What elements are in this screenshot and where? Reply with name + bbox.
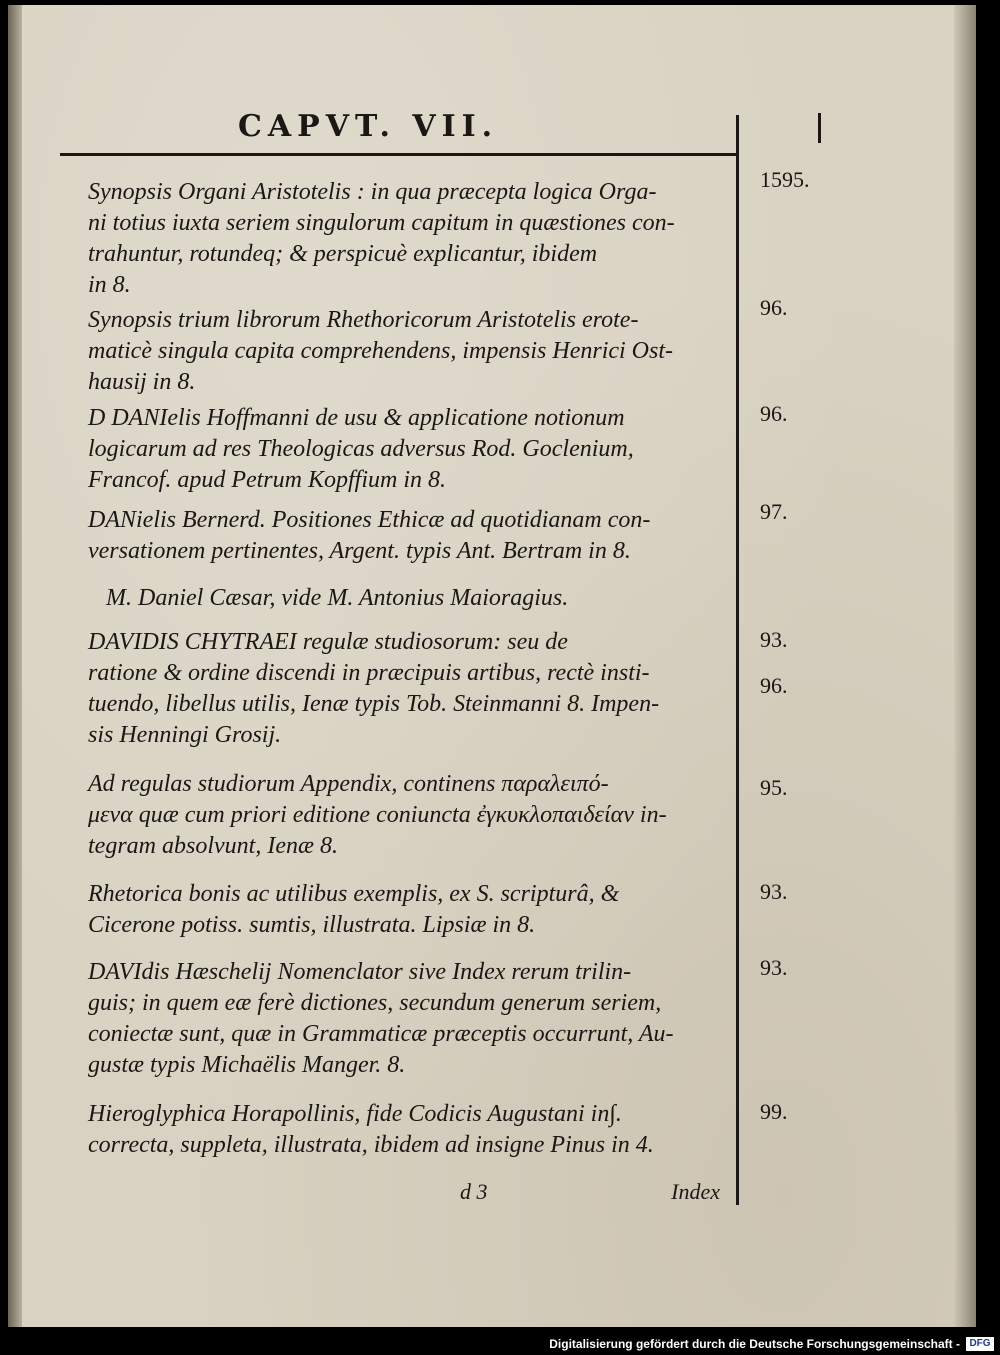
entry-line: Hieroglyphica Horapollinis, fide Codicis Augustani in∫. (88, 1101, 622, 1127)
catalog-entry (88, 505, 728, 567)
entry-line: μενα quæ cum priori editione coniuncta ἐγκυκλοπαιδείαν in- (88, 802, 667, 828)
entry-line: gustæ typis Michaëlis Manger. 8. (88, 1052, 406, 1078)
catchword: Index (671, 1179, 720, 1204)
page-gutter-shadow (8, 5, 22, 1327)
entry-year: 96. (760, 673, 788, 698)
funding-text: Digitalisierung gefördert durch die Deutsche Forschungsgemeinschaft - (549, 1337, 960, 1351)
dfg-logo-icon: DFG (966, 1337, 994, 1351)
entry-line: tegram absolvunt, Ienæ 8. (88, 833, 338, 859)
column-rule (736, 115, 739, 1205)
entry-line: M. Daniel Cæsar, vide M. Antonius Maioragius. (106, 585, 569, 611)
entry-year: 96. (760, 295, 788, 320)
entry-line: versationem pertinentes, Argent. typis Ant. Bertram in 8. (88, 538, 631, 564)
entry-line: DAVIDIS CHYTRAEI regulæ studiosorum: seu de (88, 629, 568, 655)
entry-line: Synopsis Organi Aristotelis : in qua præcepta logica Orga- (88, 179, 657, 205)
entry-line: Synopsis trium librorum Rhethoricorum Aristotelis erote- (88, 307, 639, 333)
running-head: CAPVT. VII. (238, 109, 499, 144)
book-page (8, 5, 976, 1327)
entry-line: sis Henningi Grosij. (88, 722, 282, 748)
catalog-entry (106, 583, 746, 614)
entry-line: coniectæ sunt, quæ in Grammaticæ præceptis occurrunt, Au- (88, 1021, 674, 1047)
catalog-entry (88, 305, 728, 398)
entry-line: Francof. apud Petrum Kopffium in 8. (88, 467, 446, 493)
entry-line: Ad regulas studiorum Appendix, continens παραλειπό- (88, 771, 609, 797)
entry-line: Rhetorica bonis ac utilibus exemplis, ex S. scripturâ, & (88, 881, 620, 907)
page-edge-shadow (954, 5, 976, 1327)
catalog-entry (88, 1099, 728, 1161)
entry-line: guis; in quem eæ ferè dictiones, secundum generum seriem, (88, 990, 662, 1016)
catalog-entry (88, 177, 728, 301)
catalog-entry (88, 403, 728, 496)
entry-year: 1595. (760, 167, 810, 192)
entry-line: Cicerone potiss. sumtis, illustrata. Lipsiæ in 8. (88, 912, 536, 938)
entry-line: ni totius iuxta seriem singulorum capitum in quæstiones con- (88, 210, 675, 236)
entry-year: 99. (760, 1099, 788, 1124)
entry-line: hausij in 8. (88, 369, 196, 395)
funding-banner (0, 1335, 1000, 1355)
entry-line: maticè singula capita comprehendens, impensis Henrici Ost- (88, 338, 674, 364)
entry-line: in 8. (88, 272, 131, 298)
entry-year: 95. (760, 775, 788, 800)
entry-line: D DANIelis Hoffmanni de usu & applicatione notionum (88, 405, 625, 431)
entry-year: 97. (760, 499, 788, 524)
entry-year: 93. (760, 955, 788, 980)
margin-mark (818, 113, 821, 143)
entry-line: DANielis Bernerd. Positiones Ethicæ ad quotidianam con- (88, 507, 651, 533)
catalog-entry (88, 769, 728, 862)
entry-line: correcta, suppleta, illustrata, ibidem ad insigne Pinus in 4. (88, 1132, 654, 1158)
entry-year: 93. (760, 879, 788, 904)
entry-line: logicarum ad res Theologicas adversus Rod. Goclenium, (88, 436, 634, 462)
signature-mark: d 3 (460, 1179, 488, 1204)
catalog-entry (88, 879, 728, 941)
entry-year: 96. (760, 401, 788, 426)
entry-year: 93. (760, 627, 788, 652)
catalog-entry (88, 627, 728, 751)
entry-line: DAVIdis Hæschelij Nomenclator sive Index rerum trilin- (88, 959, 632, 985)
entry-line: ratione & ordine discendi in præcipuis artibus, rectè insti- (88, 660, 650, 686)
entry-line: trahuntur, rotundeq; & perspicuè explicantur, ibidem (88, 241, 598, 267)
entry-line: tuendo, libellus utilis, Ienæ typis Tob. Steinmanni 8. Impen- (88, 691, 660, 717)
head-rule (60, 153, 738, 156)
catalog-entry (88, 957, 728, 1081)
